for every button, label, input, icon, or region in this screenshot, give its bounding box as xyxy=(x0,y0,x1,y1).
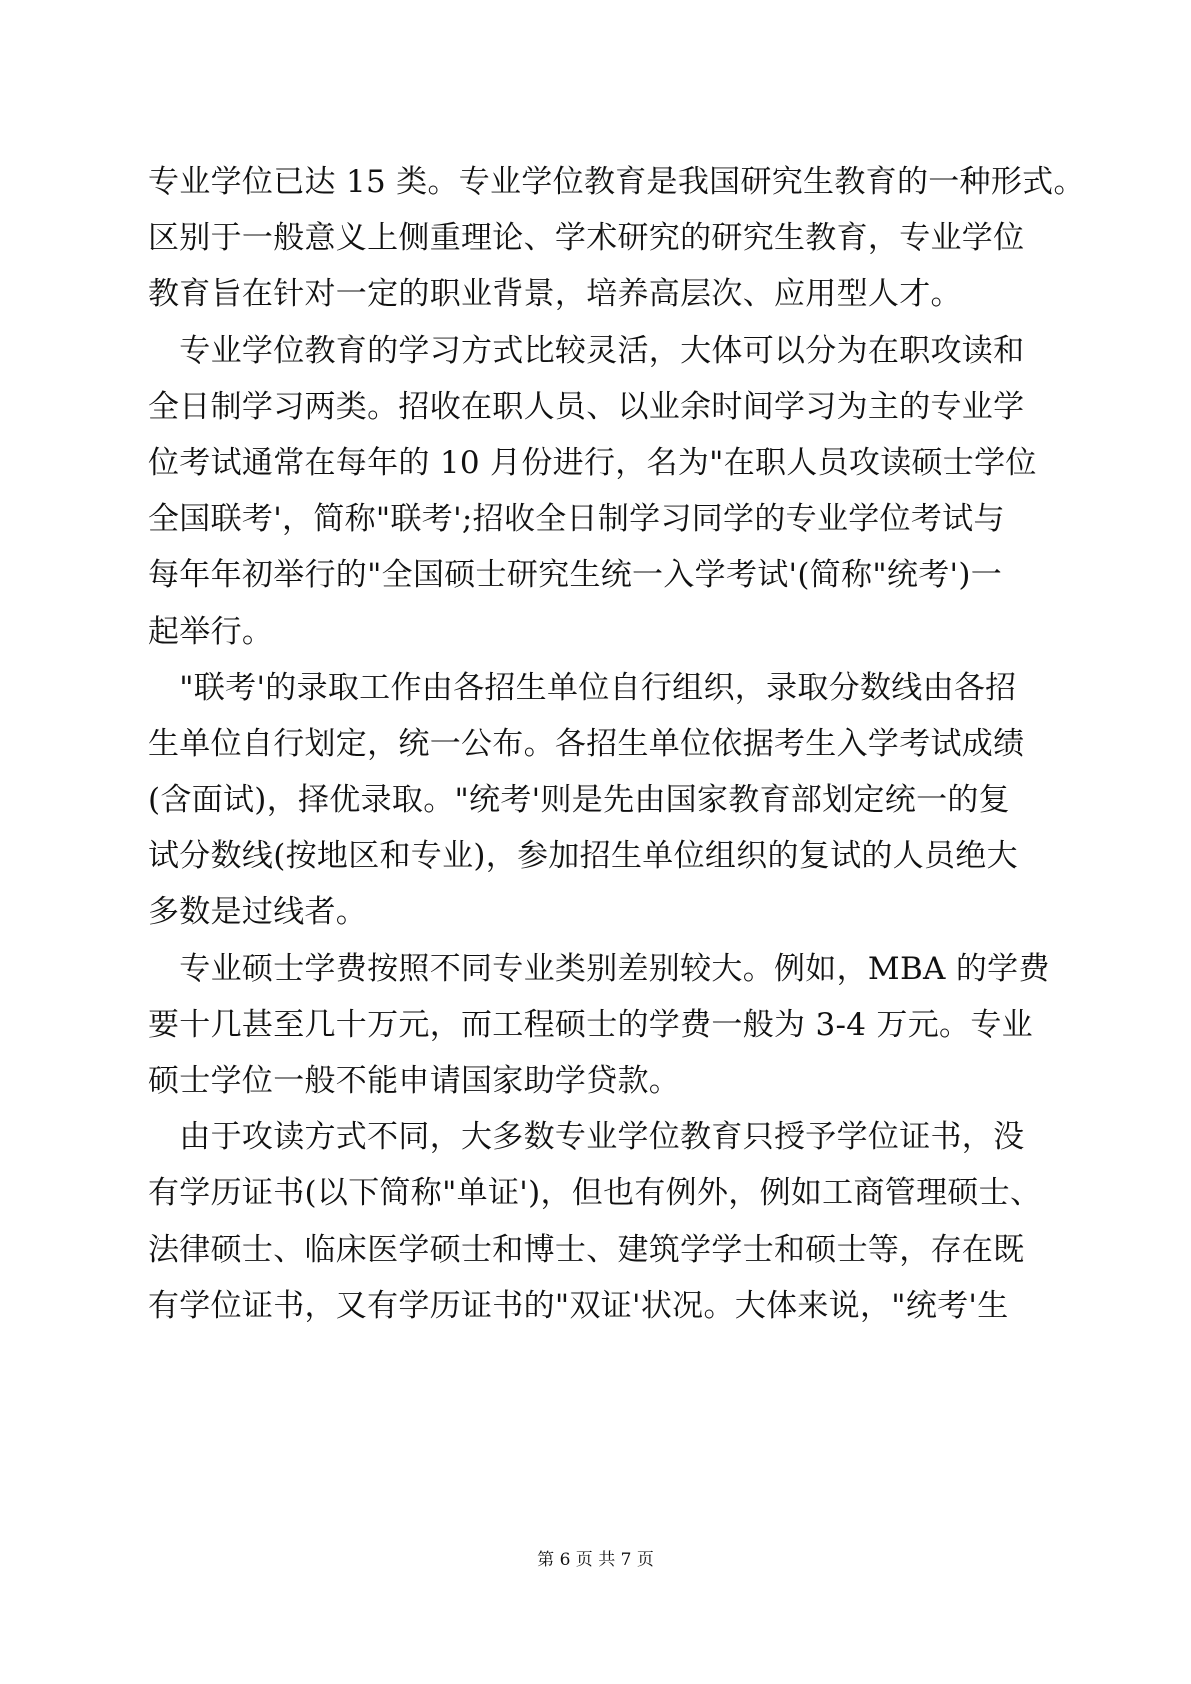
text-line: 有学历证书(以下简称"单证')，但也有例外，例如工商管理硕士、 xyxy=(148,1175,1042,1212)
text-line: 法律硕士、临床医学硕士和博士、建筑学学士和硕士等，存在既 xyxy=(148,1231,1025,1268)
text-line: 专业学位教育的学习方式比较灵活，大体可以分为在职攻读和 xyxy=(148,332,1025,369)
text-line: 专业硕士学费按照不同专业类别差别较大。例如，MBA 的学费 xyxy=(148,950,1050,987)
text-line: 教育旨在针对一定的职业背景，培养高层次、应用型人才。 xyxy=(148,276,962,313)
text-line: (含面试)，择优录取。"统考'则是先由国家教育部划定统一的复 xyxy=(148,782,1010,819)
text-line: 硕士学位一般不能申请国家助学贷款。 xyxy=(148,1063,681,1099)
text-line: "联考'的录取工作由各招生单位自行组织，录取分数线由各招 xyxy=(148,669,1017,706)
text-line: 要十几甚至几十万元，而工程硕士的学费一般为 3-4 万元。专业 xyxy=(148,1006,1033,1043)
text-line: 全国联考'，简称"联考';招收全日制学习同学的专业学位考试与 xyxy=(148,501,1005,538)
text-line: 起举行。 xyxy=(148,613,274,650)
page-number-label: 第 6 页 共 7 页 xyxy=(537,1550,654,1570)
page-footer xyxy=(0,1548,1191,1572)
text-line: 有学位证书，又有学历证书的"双证'状况。大体来说，"统考'生 xyxy=(148,1287,1009,1324)
text-line: 全日制学习两类。招收在职人员、以业余时间学习为主的专业学 xyxy=(148,388,1025,425)
text-line: 由于攻读方式不同，大多数专业学位教育只授予学位证书，没 xyxy=(148,1119,1025,1156)
body-text xyxy=(148,154,1085,1334)
text-line: 试分数线(按地区和专业)，参加招生单位组织的复试的人员绝大 xyxy=(148,838,1018,875)
text-line: 多数是过线者。 xyxy=(148,894,368,931)
text-line: 每年年初举行的"全国硕士研究生统一入学考试'(简称"统考')一 xyxy=(148,557,1003,594)
text-line: 生单位自行划定，统一公布。各招生单位依据考生入学考试成绩 xyxy=(148,725,1025,762)
text-line: 位考试通常在每年的 10 月份进行，名为"在职人员攻读硕士学位 xyxy=(148,444,1037,481)
text-line: 区别于一般意义上侧重理论、学术研究的研究生教育，专业学位 xyxy=(148,220,1025,257)
text-line: 专业学位已达 15 类。专业学位教育是我国研究生教育的一种形式。 xyxy=(148,164,1085,200)
